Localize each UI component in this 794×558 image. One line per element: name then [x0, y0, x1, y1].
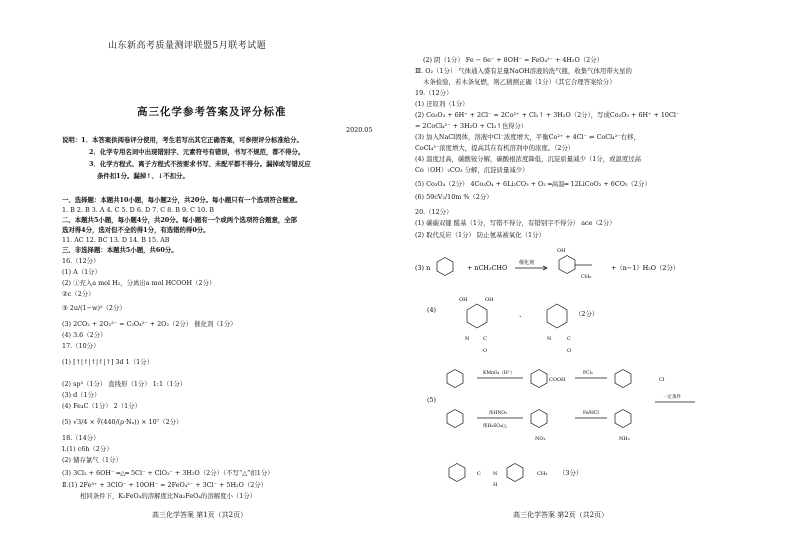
q20-5-score: （3分）	[559, 469, 583, 477]
right-page	[397, 0, 794, 558]
product-benzoyl-ring-icon	[449, 464, 465, 482]
q18-i1: Ⅰ.(1) c6h（2分）	[62, 445, 113, 453]
q17-5: (5) √3/4 × ∛(440/(ρ·Nₐ)) × 10⁷（2分）	[62, 418, 183, 426]
q19-4b: Co（OH）₂CO₃ 分解，沉淀质量减少）	[415, 166, 529, 174]
svg-text:Fe/HCl: Fe/HCl	[583, 411, 599, 416]
q20-head: 20.（12分）	[415, 208, 453, 216]
q18-ii1b: 相同条件下，K₂FeO₄的溶解度比Na₂FeO₄的溶解度小（1分）	[80, 492, 257, 500]
q19-5: (5) Co₃O₄（2分） 4Co₃O₄ + 6Li₂CO₃ + O₂ ═高温═ 12LiCoO₂ + 6CO₂（2分）	[415, 180, 651, 188]
note-4: 条件扣1分。漏掉↑、↓不扣分。	[97, 172, 189, 180]
q18-i2: (2) 储存氯气（1分）	[62, 456, 122, 464]
isomer2-ring-icon	[547, 304, 567, 328]
q20-4-separator: 、	[519, 310, 526, 318]
q16-4: (4) 3.6（2分）	[62, 331, 107, 339]
q19-3b: CoCl₄²⁻浓度增大，提高其在有机溶剂中的浓度。（2分）	[415, 144, 575, 152]
q19-2b: = 2CoCl₄²⁻ + 3H₂O + Cl₂↑也得分）	[415, 122, 528, 130]
q18-iii-1: Ⅲ. O₂（1分） 气体通入盛有足量NaOH溶液的洗气瓶，收集气体用带火星的	[415, 67, 632, 75]
q18-head: 18.（14分）	[62, 434, 100, 442]
q20-3-condition: 催化剂	[519, 260, 535, 266]
exam-title: 山东新高考质量测评联盟5月联考试题	[108, 41, 267, 51]
q20-5-synthesis	[397, 362, 794, 502]
section2-heading-2: 选对得4分，选对但不全的得1分，有选错的得0分。	[62, 226, 210, 234]
q16-1: (1) A（1分）	[62, 268, 101, 276]
svg-text:O: O	[483, 348, 488, 354]
q19-1: (1) 还原剂（1分）	[415, 100, 469, 108]
svg-text:OH: OH	[557, 248, 566, 254]
q16-3: (3) 2CO₂ + 2O₂²⁻ = C₂O₄²⁻ + 2O₂（2分） 催化剂（1分）	[62, 320, 237, 328]
q19-4a: (4) 温度过高，碳酸铵分解，碳酸根浓度降低，沉淀质量减少（1分，或温度过高	[415, 155, 642, 163]
q18-ii1: Ⅱ.(1) 2Fe³⁺ + 3ClO⁻ + 10OH⁻ = 2FeO₄²⁻ + 3Cl⁻ + 5H₂O（2分）	[62, 481, 268, 489]
section1-answers: 1. B 2. B 3. A 4. C 5. D 6. D 7. C 8. B 9. C 10. B	[62, 206, 214, 214]
isomer1-ring-icon	[467, 304, 487, 328]
q17-4: (4) Fe₄C（1分） 2（1分）	[62, 402, 141, 410]
section2-heading-1: 二、本题共5小题，每小题4分，共20分。每小题有一个或两个选项符合题意，全部	[62, 216, 298, 224]
q20-3-reagent: + nCH₃CHO	[467, 264, 508, 272]
svg-text:O: O	[567, 348, 572, 354]
section3-heading: 三、非选择题：本题共5小题，共60分。	[62, 246, 178, 254]
svg-text:NH₂: NH₂	[619, 436, 630, 442]
q19-2a: (2) Co₂O₃ + 6H⁺ + 2Cl⁻ = 2Co²⁺ + Cl₂↑ + 3H₂O（2分），写成Co₂O₃ + 6H⁺ + 10Cl⁻	[415, 111, 680, 119]
q16-2b: ②c（2分）	[62, 290, 95, 298]
q20-1: (1) 碳碳双键 醛基（1分，写错不得分，有错别字不得分） ace（2分）	[415, 219, 616, 227]
svg-text:C: C	[477, 471, 481, 477]
section2-answers: 11. AC 12. BC 13. D 14. B 15. AB	[62, 236, 170, 244]
q16-2c: ③ 2u/(1−w)²（2分）	[62, 304, 126, 312]
q19-6: (6) 59cV₂/10m %（2分）	[415, 193, 493, 201]
page-footer-2: 高三化学答案 第2页（共2页）	[513, 511, 609, 519]
q19-head: 19.（12分）	[415, 89, 453, 97]
q18-i3: (3) 3Cl₂ + 6OH⁻ ═△═ 5Cl⁻ + ClO₃⁻ + 3H₂O（2分）（不写“△”扣1分）	[62, 469, 274, 477]
q20-3-equation	[397, 240, 794, 295]
svg-text:CH₃: CH₃	[537, 471, 548, 477]
q19-3a: (3) 加入NaCl固体，溶液中Cl⁻浓度增大，平衡Co²⁺ + 4Cl⁻ ⇌ CoCl₄²⁻右移，	[415, 133, 640, 141]
svg-text:N: N	[547, 336, 552, 342]
product-ring-icon	[559, 256, 575, 274]
q17-3: (3) d（1分）	[62, 391, 101, 399]
q16-2a: (2) ①充入a mol H₂，分离出a mol HCOOH（2分）	[62, 279, 216, 287]
q16-head: 16.（12分）	[62, 257, 100, 265]
benzoic-ring-icon	[531, 370, 547, 388]
note-2: 2．化学专用名词中出现错别字、元素符号有错误，书写不规范，都不得分。	[89, 148, 305, 156]
svg-text:COOH: COOH	[549, 377, 566, 383]
svg-text:N: N	[493, 471, 498, 477]
page-footer-1: 高三化学答案 第1页（共2页）	[152, 511, 248, 519]
svg-text:C: C	[567, 336, 571, 342]
q17-1: (1) [↑|↑|↑|↑|↑] 3d 1（1分）	[62, 358, 153, 366]
note-3: 3．化学方程式、离子方程式不按要求书写、未配平都不得分。漏掉或写错反应	[89, 160, 311, 168]
q20-5-prefix: (5)	[427, 396, 437, 404]
acyl-chloride-ring-icon	[615, 370, 631, 388]
svg-text:浓H₂SO₄/△: 浓H₂SO₄/△	[483, 424, 507, 429]
svg-text:CH₃: CH₃	[581, 274, 592, 280]
svg-text:一定条件: 一定条件	[663, 395, 681, 400]
toluene-ring-icon	[447, 370, 463, 388]
svg-text:N: N	[465, 336, 470, 342]
benzene-ring-icon	[437, 258, 453, 276]
note-1: 说明：1．本答案供阅卷评分使用，考生若写出其它正确答案，可参照评分标准给分。	[62, 136, 303, 144]
toluidine-ring-icon	[615, 410, 631, 428]
q18-ii2: (2) 阴（1分） Fe − 6e⁻ + 8OH⁻ = FeO₄²⁻ + 4H₂O（2分）	[423, 56, 604, 64]
svg-text:H: H	[493, 482, 498, 488]
q20-4-structures	[397, 292, 794, 362]
q20-4-prefix: (4)	[427, 306, 437, 314]
q20-2: (2) 取代反应（1分） 防止氨基被氧化（1分）	[415, 231, 545, 239]
svg-text:Cl: Cl	[659, 377, 665, 383]
svg-text:PCl₃: PCl₃	[583, 371, 593, 376]
exam-date: 2020.05	[346, 126, 373, 134]
toluene2-ring-icon	[447, 410, 463, 428]
svg-text:KMnO₄（H⁺）: KMnO₄（H⁺）	[483, 371, 515, 376]
q18-iii-2: 木条检验，若木条复燃，则乙猜测正确（1分）（其它合理答案给分）	[423, 78, 616, 86]
q20-3-tail: +（n−1）H₂O（2分）	[611, 264, 680, 272]
section1-heading: 一、选择题：本题共10小题，每小题2分，共20分。每小题只有一个选项符合题意。	[62, 196, 302, 204]
svg-text:C: C	[483, 336, 487, 342]
svg-text:OH: OH	[459, 297, 468, 303]
q17-2: (2) sp³（1分） 直线形（1分） 1:1（1分）	[62, 380, 187, 388]
nitrotoluene-ring-icon	[531, 410, 547, 428]
page-title: 高三化学参考答案及评分标准	[137, 106, 287, 118]
product-tolyl-ring-icon	[507, 464, 523, 482]
q20-4-score: （2分）	[575, 310, 599, 318]
q17-head: 17.（10分）	[62, 342, 100, 350]
svg-text:NO₂: NO₂	[535, 436, 546, 442]
svg-text:浓HNO₃: 浓HNO₃	[489, 411, 507, 416]
q20-3-prefix: (3) n	[415, 264, 431, 272]
svg-text:OH: OH	[485, 297, 494, 303]
